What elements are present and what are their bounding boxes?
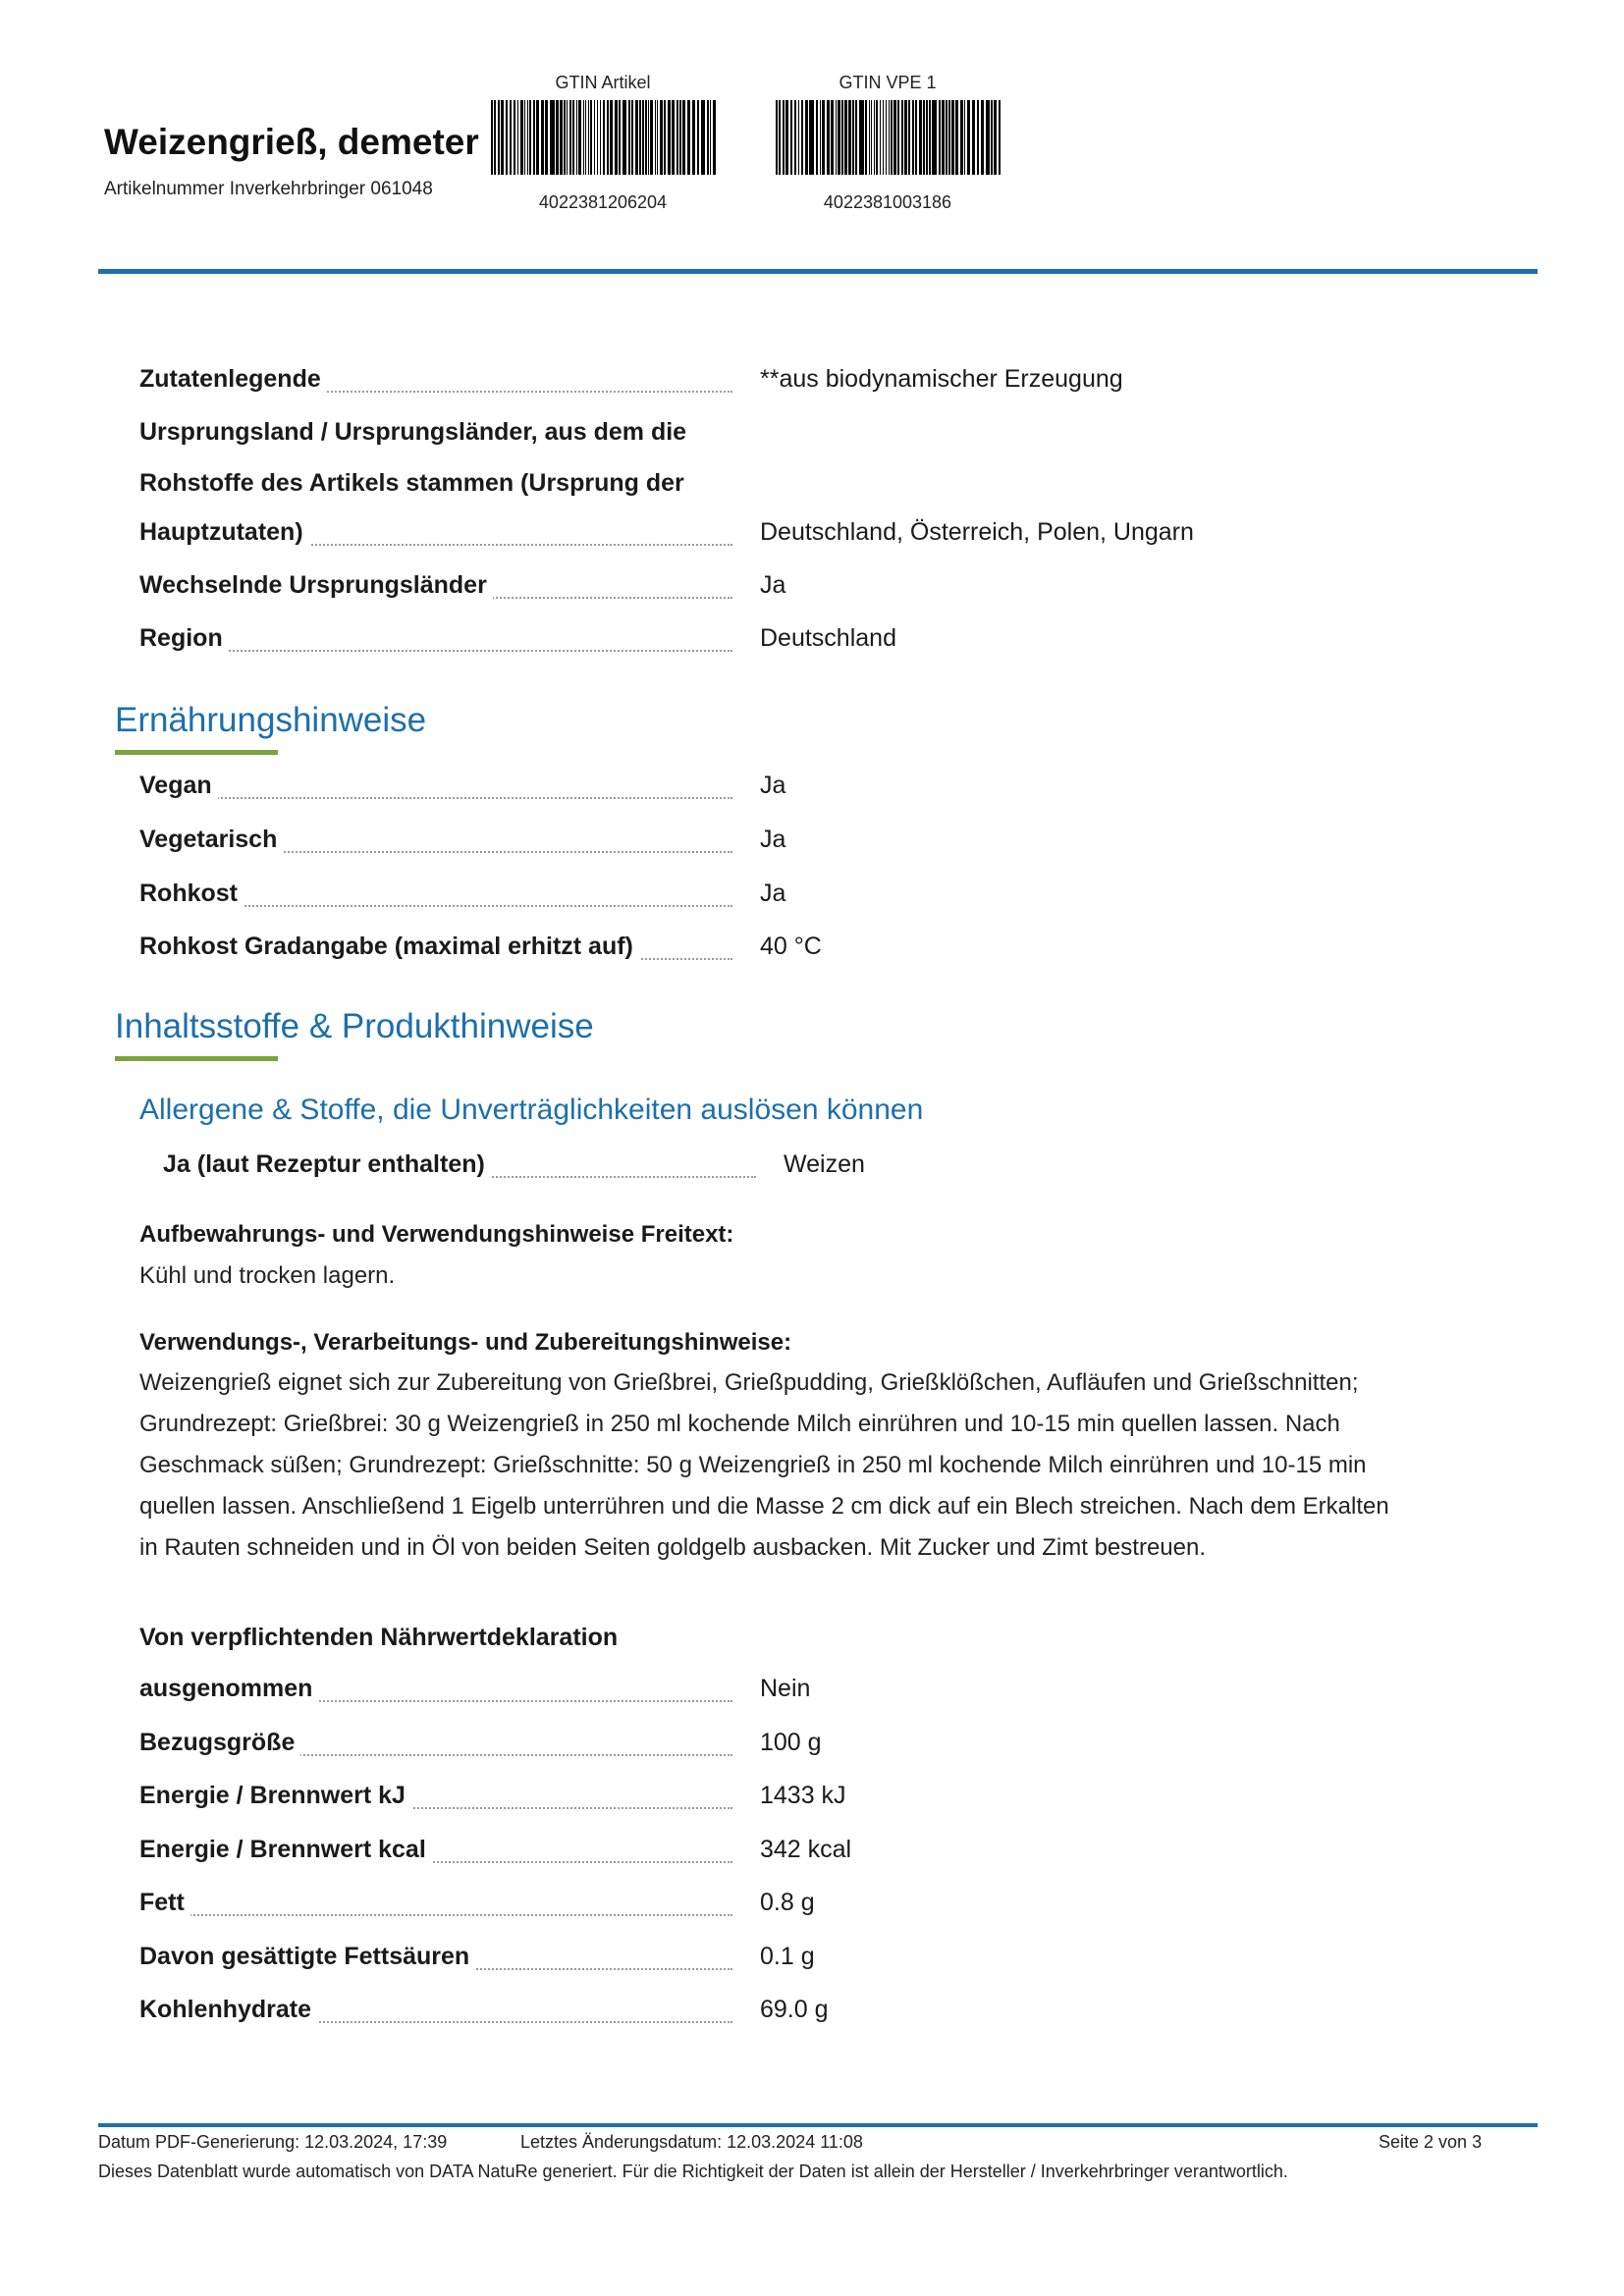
barcode-bar xyxy=(994,100,997,175)
barcode-bar xyxy=(972,100,975,175)
barcode-bar xyxy=(707,100,709,175)
row-value: Ja xyxy=(760,880,786,907)
row-ingredients-legend xyxy=(139,365,1123,404)
row-changing-origin xyxy=(139,571,1023,611)
barcode-bar xyxy=(536,100,539,175)
barcode-bar xyxy=(682,100,685,175)
barcode-bar xyxy=(951,100,954,175)
barcode-bar xyxy=(498,100,500,175)
section-heading-underline xyxy=(115,1056,278,1061)
row-allergen xyxy=(163,1150,1047,1190)
barcode-bar xyxy=(520,100,523,175)
barcode-bar xyxy=(703,100,705,175)
barcode-bar xyxy=(844,100,847,175)
barcode-bar xyxy=(801,100,803,175)
barcode-bar xyxy=(545,100,548,175)
barcode-bar xyxy=(838,100,840,175)
gtin-article-label: GTIN Artikel xyxy=(555,73,651,92)
gtin-vpe-number: 4022381003186 xyxy=(823,192,952,212)
barcode-bar xyxy=(891,100,893,175)
barcode-bar xyxy=(552,100,555,175)
row-label: Energie / Brennwert kJ xyxy=(139,1782,411,1810)
row-label: Wechselnde Ursprungsländer xyxy=(139,571,493,600)
barcode-bar xyxy=(908,100,910,175)
row-label: Kohlenhydrate xyxy=(139,1996,317,2024)
row-raw-food-temp xyxy=(139,933,1023,972)
row-label: Hauptzutaten) xyxy=(139,518,309,547)
barcode-bar xyxy=(871,100,872,175)
footer-disclaimer: Dieses Datenblatt wurde automatisch von DATA NatuRe generiert. Für die Richtigkeit der Daten ist allein der Hersteller / Inverkehrbringer verantwortlich. xyxy=(98,2162,1288,2181)
barcode-bar xyxy=(578,100,581,175)
row-value: Deutschland, Österreich, Polen, Ungarn xyxy=(760,518,1194,546)
row-value: 0.8 g xyxy=(760,1889,815,1916)
barcode-bar xyxy=(517,100,518,175)
row-value: Ja xyxy=(760,571,786,599)
row-label: ausgenommen xyxy=(139,1675,318,1703)
row-label: Fett xyxy=(139,1889,190,1917)
barcode-bar xyxy=(677,100,679,175)
row-reference-size xyxy=(139,1729,1023,1768)
barcode-bar xyxy=(783,100,785,175)
footer-generated-date: Datum PDF-Generierung: 12.03.2024, 17:39 xyxy=(98,2132,448,2152)
barcode-bar xyxy=(939,100,940,175)
barcode-bar xyxy=(687,100,690,175)
barcode-bar xyxy=(827,100,830,175)
row-label: Vegan xyxy=(139,772,218,800)
barcode-bar xyxy=(805,100,808,175)
barcode-bar xyxy=(929,100,931,175)
row-value: 69.0 g xyxy=(760,1996,829,2023)
barcode-bar xyxy=(501,100,504,175)
barcode-bar xyxy=(977,100,980,175)
gtin-article-barcode xyxy=(491,100,717,175)
barcode-bar xyxy=(631,100,633,175)
barcode-bar xyxy=(923,100,925,175)
barcode-bar xyxy=(967,100,970,175)
barcode-bar xyxy=(524,100,525,175)
barcode-bar xyxy=(541,100,544,175)
barcode-bar xyxy=(964,100,965,175)
row-region xyxy=(139,624,1023,664)
barcode-bar xyxy=(776,100,778,175)
barcode-bar xyxy=(948,100,949,175)
row-energy-kcal xyxy=(139,1836,1023,1875)
row-label: Ja (laut Rezeptur enthalten) xyxy=(163,1150,491,1179)
barcode-bar xyxy=(710,100,711,175)
barcode-bar xyxy=(848,100,851,175)
dot-leader xyxy=(139,1914,732,1916)
section-heading-underline xyxy=(115,750,278,755)
header-divider xyxy=(98,269,1538,274)
barcode-bar xyxy=(567,100,568,175)
row-value: Deutschland xyxy=(760,624,896,652)
barcode-bar xyxy=(999,100,1001,175)
row-origin-country xyxy=(139,518,1194,558)
storage-title: Aufbewahrungs- und Verwendungshinweise Freitext: xyxy=(139,1221,734,1248)
barcode-bar xyxy=(600,100,601,175)
barcode-bar xyxy=(650,100,653,175)
barcode-bar xyxy=(901,100,902,175)
barcode-bar xyxy=(624,100,626,175)
barcode-bar xyxy=(597,100,598,175)
barcode-bar xyxy=(988,100,990,175)
row-raw-food xyxy=(139,880,1023,919)
footer-changed-date: Letztes Änderungsdatum: 12.03.2024 11:08 xyxy=(520,2132,863,2152)
barcode-bar xyxy=(679,100,680,175)
barcode-bar xyxy=(934,100,937,175)
barcode-bar xyxy=(861,100,864,175)
barcode-bar xyxy=(790,100,792,175)
subheading-allergens: Allergene & Stoffe, die Unverträglichkeiten auslösen können xyxy=(139,1094,924,1126)
barcode-bar xyxy=(942,100,945,175)
barcode-bar xyxy=(590,100,592,175)
barcode-bar xyxy=(533,100,535,175)
barcode-bar xyxy=(886,100,887,175)
barcode-bar xyxy=(556,100,559,175)
row-label: Vegetarisch xyxy=(139,826,283,854)
barcode-bar xyxy=(889,100,890,175)
barcode-bar xyxy=(915,100,917,175)
row-label: Bezugsgröße xyxy=(139,1729,300,1757)
row-label: Zutatenlegende xyxy=(139,365,327,394)
row-vegan xyxy=(139,772,1023,811)
barcode-bar xyxy=(883,100,884,175)
row-value: Ja xyxy=(760,772,786,799)
product-title: Weizengrieß, demeter xyxy=(104,122,479,162)
barcode-bar xyxy=(529,100,532,175)
barcode-bar xyxy=(560,100,563,175)
barcode-bar xyxy=(893,100,896,175)
barcode-bar xyxy=(639,100,641,175)
footer-divider xyxy=(98,2123,1538,2127)
origin-label-line-2: Rohstoffe des Artikels stammen (Ursprung der xyxy=(139,469,684,497)
barcode-bar xyxy=(672,100,675,175)
row-label: Rohkost Gradangabe (maximal erhitzt auf) xyxy=(139,933,639,961)
barcode-bar xyxy=(904,100,907,175)
row-value: 342 kcal xyxy=(760,1836,852,1863)
barcode-bar xyxy=(876,100,878,175)
barcode-bar xyxy=(491,100,493,175)
barcode-bar xyxy=(932,100,934,175)
storage-text: Kühl und trocken lagern. xyxy=(139,1262,396,1289)
barcode-bar xyxy=(692,100,695,175)
row-value: Ja xyxy=(760,826,786,853)
barcode-bar xyxy=(981,100,984,175)
barcode-bar xyxy=(841,100,844,175)
barcode-bar xyxy=(668,100,671,175)
barcode-bar xyxy=(946,100,947,175)
barcode-bar xyxy=(822,100,825,175)
exempt-label-line-1: Von verpflichtenden Nährwertdeklaration xyxy=(139,1624,619,1651)
row-carbohydrates xyxy=(139,1996,1023,2035)
barcode-bar xyxy=(713,100,716,175)
barcode-bar xyxy=(594,100,595,175)
row-value: 0.1 g xyxy=(760,1943,815,1970)
row-fat xyxy=(139,1889,1023,1928)
barcode-bar xyxy=(664,100,666,175)
barcode-bar xyxy=(615,100,618,175)
barcode-bar xyxy=(660,100,663,175)
barcode-bar xyxy=(785,100,788,175)
barcode-bar xyxy=(635,100,638,175)
row-value: 1433 kJ xyxy=(760,1782,846,1809)
barcode-bar xyxy=(642,100,644,175)
barcode-bar xyxy=(569,100,571,175)
barcode-bar xyxy=(514,100,515,175)
barcode-bar xyxy=(852,100,853,175)
row-vegetarian xyxy=(139,826,1023,865)
barcode-bar xyxy=(610,100,613,175)
barcode-bar xyxy=(865,100,867,175)
barcode-bar xyxy=(811,100,814,175)
barcode-bar xyxy=(564,100,566,175)
barcode-bar xyxy=(960,100,963,175)
barcode-bar xyxy=(607,100,609,175)
barcode-bar xyxy=(897,100,899,175)
row-nutrition-exempt xyxy=(139,1675,1023,1714)
row-value: Weizen xyxy=(784,1150,865,1178)
row-label: Energie / Brennwert kcal xyxy=(139,1836,432,1864)
barcode-bar xyxy=(603,100,606,175)
barcode-bar xyxy=(697,100,699,175)
row-saturated-fat xyxy=(139,1943,1023,1982)
barcode-bar xyxy=(919,100,922,175)
row-label: Davon gesättigte Fettsäuren xyxy=(139,1943,475,1971)
barcode-bar xyxy=(506,100,508,175)
row-energy-kj xyxy=(139,1782,1023,1821)
section-heading-ingredients: Inhaltsstoffe & Produkthinweise xyxy=(115,1007,594,1045)
barcode-bar xyxy=(831,100,834,175)
barcode-bar xyxy=(779,100,781,175)
row-label: Region xyxy=(139,624,229,653)
row-label: Rohkost xyxy=(139,880,244,908)
footer-page-number: Seite 2 von 3 xyxy=(1379,2132,1483,2152)
section-heading-nutrition-notes: Ernährungshinweise xyxy=(115,701,427,739)
barcode-bar xyxy=(572,100,574,175)
gtin-article-number: 4022381206204 xyxy=(538,192,668,212)
barcode-bar xyxy=(991,100,992,175)
barcode-bar xyxy=(585,100,586,175)
barcode-bar xyxy=(926,100,928,175)
barcode-bar xyxy=(880,100,881,175)
usage-text: Weizengrieß eignet sich zur Zubereitung von Grießbrei, Grießpudding, Grießklößchen, Aufläufen und Grießschnitten; Grundrezept: Grießbrei: 30 g Weizengrieß in 250 ml kochende Milch einrühren und 10-15 min quellen lassen. Nach Geschmack süßen; Grundrezept: Grießschnitte: 50 g Weizengrieß in 250 ml kochende Milch einrühren und 10-15 min quellen lassen. Anschließend 1 Eigelb unterrühren und die Masse 2 cm dick auf ein Blech streichen. Nach dem Erkalten in Rauten schneiden und in Öl von beiden Seiten goldgelb ausbacken. Mit Zucker und Zimt bestreuen. xyxy=(139,1369,1389,1561)
gtin-vpe-label: GTIN VPE 1 xyxy=(839,73,937,92)
row-value: Nein xyxy=(760,1675,811,1702)
row-value: **aus biodynamischer Erzeugung xyxy=(760,365,1123,393)
barcode-bar xyxy=(645,100,647,175)
row-value: 100 g xyxy=(760,1729,822,1756)
barcode-bar xyxy=(619,100,621,175)
barcode-bar xyxy=(912,100,914,175)
barcode-bar xyxy=(798,100,800,175)
barcode-bar xyxy=(657,100,658,175)
barcode-bar xyxy=(628,100,630,175)
barcode-bar xyxy=(855,100,857,175)
usage-title: Verwendungs-, Verarbeitungs- und Zubereitungshinweise: xyxy=(139,1329,792,1356)
gtin-vpe-barcode xyxy=(776,100,1001,175)
barcode-bar xyxy=(816,100,818,175)
barcode-bar xyxy=(510,100,512,175)
row-value: 40 °C xyxy=(760,933,822,960)
barcode-bar xyxy=(794,100,796,175)
dot-leader xyxy=(139,797,732,799)
barcode-bar xyxy=(955,100,958,175)
origin-label-line-1: Ursprungsland / Ursprungsländer, aus dem die xyxy=(139,418,687,446)
article-number: Artikelnummer Inverkehrbringer 061048 xyxy=(104,179,433,199)
barcode-bar xyxy=(494,100,496,175)
